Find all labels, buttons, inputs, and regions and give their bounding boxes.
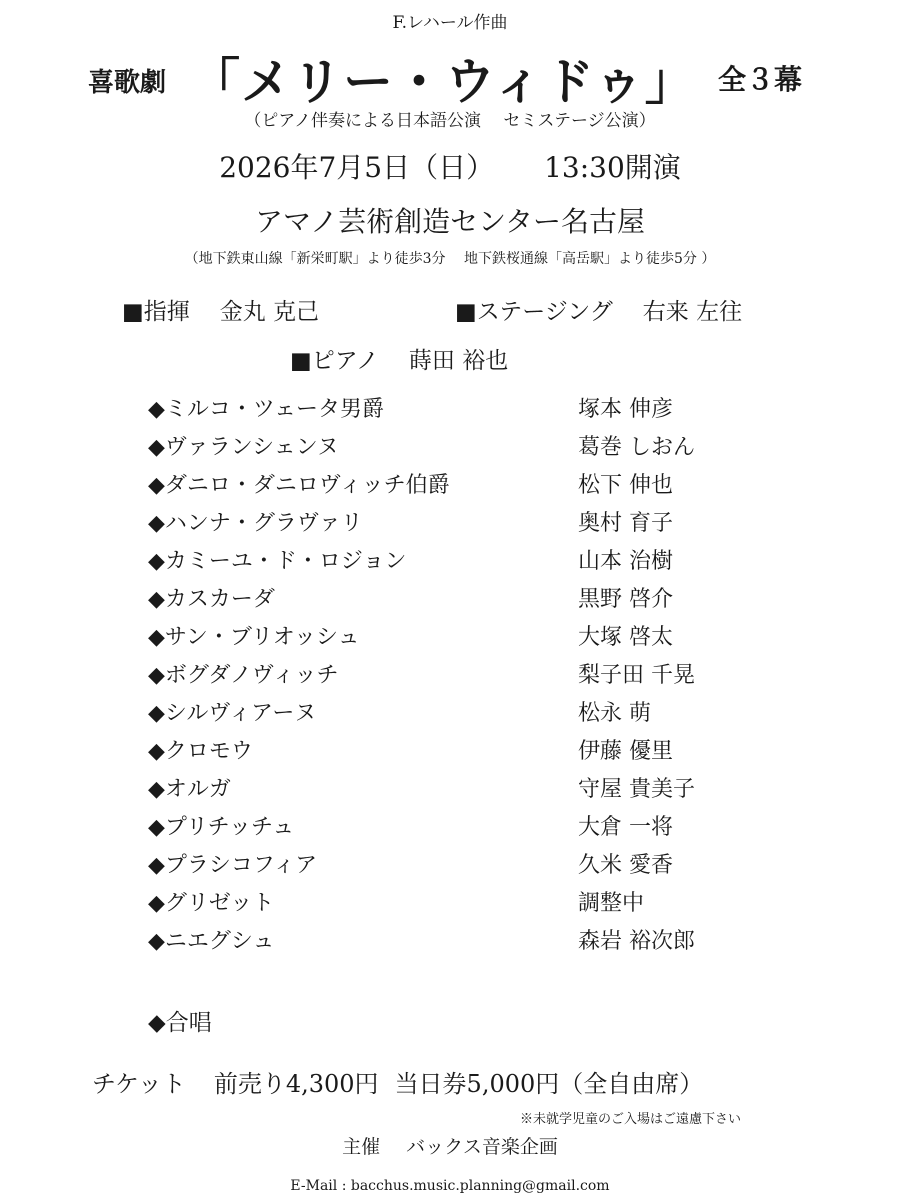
conductor-label: ■指揮 <box>122 299 190 325</box>
acts-label: 全３幕 <box>718 63 803 96</box>
cast-actor: 久米 愛香 <box>578 853 673 878</box>
genre-label: 喜歌劇 <box>88 68 167 98</box>
host-name: バックス音楽企画 <box>406 1136 558 1158</box>
host-label: 主催 <box>342 1136 381 1158</box>
ticket-label: チケット <box>92 1070 186 1098</box>
cast-row <box>148 506 788 544</box>
cast-role: ◆プリチッチュ <box>148 815 295 840</box>
cast-actor: 葛巻 しおん <box>578 435 695 460</box>
cast-row <box>148 810 788 848</box>
cast-role: ◆サン・ブリオッシュ <box>148 625 360 650</box>
cast-actor: 伊藤 優里 <box>578 739 673 764</box>
cast-actor: 大倉 一将 <box>578 815 673 840</box>
cast-actor: 塚本 伸彦 <box>578 397 673 422</box>
cast-row <box>148 886 788 924</box>
cast-role: ◆オルガ <box>148 777 231 802</box>
cast-role: ◆ダニロ・ダニロヴィッチ伯爵 <box>148 473 450 498</box>
cast-role: ◆プラシコフィア <box>148 853 318 878</box>
staff-conductor <box>122 293 319 326</box>
venue-access: （地下鉄東山線「新栄町駅」より徒歩3分 地下鉄桜通線「高岳駅」より徒歩5分 ） <box>184 251 716 267</box>
cast-actor: 松永 萌 <box>578 701 651 726</box>
cast-row <box>148 392 788 430</box>
staff-staging <box>455 293 742 326</box>
opera-title: 「メリー・ウィドゥ」 <box>190 52 696 111</box>
chorus-label: ◆合唱 <box>148 1010 212 1036</box>
cast-role: ◆ミルコ・ツェータ男爵 <box>148 397 385 422</box>
cast-row <box>148 696 788 734</box>
cast-role: ◆ニエグシュ <box>148 929 275 954</box>
cast-row <box>148 468 788 506</box>
cast-row <box>148 924 788 962</box>
performance-datetime <box>0 146 900 186</box>
title-block <box>0 40 900 110</box>
cast-row <box>148 582 788 620</box>
cast-row <box>148 544 788 582</box>
contact-email[interactable]: E-Mail : bacchus.music.planning@gmail.com <box>290 1178 610 1194</box>
staff-piano <box>290 342 508 375</box>
cast-actor: 黒野 啓介 <box>578 587 673 612</box>
cast-row <box>148 734 788 772</box>
cast-actor: 調整中 <box>578 891 645 916</box>
cast-row <box>148 772 788 810</box>
cast-actor: 守屋 貴美子 <box>578 777 695 802</box>
piano-label: ■ピアノ <box>290 348 379 374</box>
cast-role: ◆カスカーダ <box>148 587 275 612</box>
venue-name: アマノ芸術創造センター名古屋 <box>254 205 646 238</box>
performance-date: 2026年7月5日（日） <box>219 151 495 184</box>
cast-actor: 梨子田 千晃 <box>578 663 695 688</box>
cast-role: ◆クロモウ <box>148 739 253 764</box>
staging-label: ■ステージング <box>455 299 613 325</box>
cast-actor: 松下 伸也 <box>578 473 673 498</box>
conductor-name: 金丸 克己 <box>219 299 320 325</box>
cast-actor: 大塚 啓太 <box>578 625 673 650</box>
piano-name: 蒔田 裕也 <box>408 348 509 374</box>
cast-actor: 森岩 裕次郎 <box>578 929 695 954</box>
cast-role: ◆ボグダノヴィッチ <box>148 663 339 688</box>
host-info <box>0 1132 900 1159</box>
cast-role: ◆シルヴィアーヌ <box>148 701 317 726</box>
cast-role: ◆カミーユ・ド・ロジョン <box>148 549 407 574</box>
cast-row <box>148 430 788 468</box>
ticket-advance-price: 前売り4,300円 <box>213 1070 379 1098</box>
cast-actor: 山本 治樹 <box>578 549 673 574</box>
cast-role: ◆ハンナ・グラヴァリ <box>148 511 363 536</box>
cast-row <box>148 848 788 886</box>
admission-note: ※未就学児童のご入場はご遠慮下さい <box>520 1112 742 1127</box>
cast-role: ◆グリゼット <box>148 891 275 916</box>
cast-row <box>148 620 788 658</box>
staging-name: 右来 左往 <box>642 299 743 325</box>
cast-row <box>148 658 788 696</box>
cast-actor: 奥村 育子 <box>578 511 673 536</box>
ticket-door-price: 当日券5,000円（全自由席） <box>394 1070 704 1098</box>
performance-subtitle: （ピアノ伴奏による日本語公演 セミステージ公演） <box>244 111 656 131</box>
performance-time: 13:30開演 <box>544 151 681 184</box>
composer-credit: F.レハール作曲 <box>392 13 508 33</box>
cast-role: ◆ヴァランシェンヌ <box>148 435 339 460</box>
ticket-info <box>92 1064 703 1099</box>
